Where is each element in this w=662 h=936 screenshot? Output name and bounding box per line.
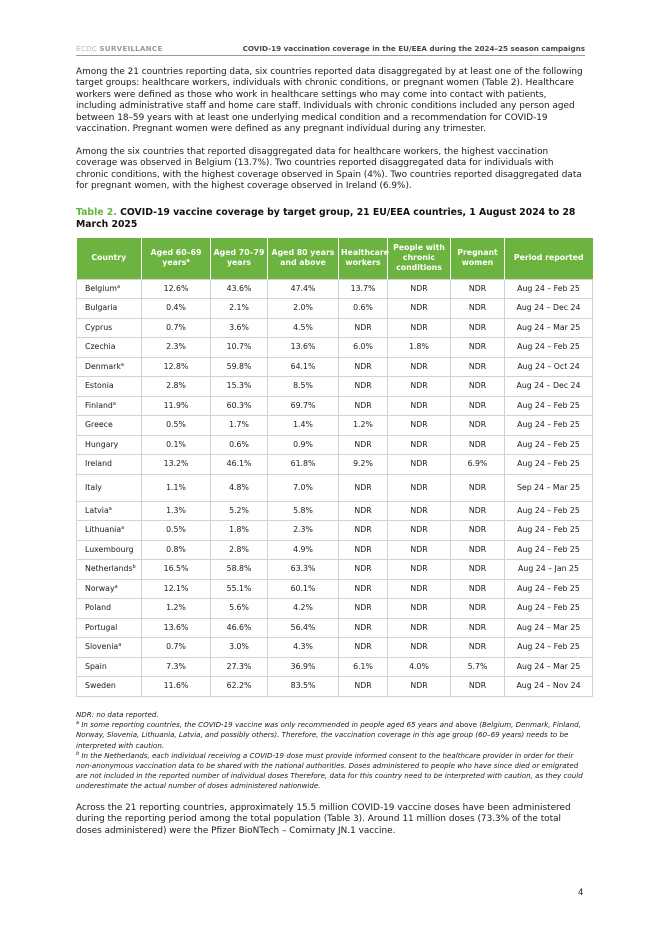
running-title: COVID-19 vaccination coverage in the EU/EEA during the 2024–25 season campaigns (242, 44, 585, 53)
coverage-cell: NDR (339, 377, 388, 397)
coverage-cell: NDR (339, 521, 388, 541)
table-row (77, 455, 593, 475)
table-row (77, 540, 593, 560)
coverage-cell: 5.7% (451, 657, 505, 677)
coverage-cell: NDR (451, 279, 505, 299)
coverage-cell: 83.5% (268, 677, 339, 697)
coverage-cell: 0.6% (339, 299, 388, 319)
coverage-cell: 1.2% (339, 416, 388, 436)
coverage-cell: NDR (451, 318, 505, 338)
period-cell: Aug 24 – Nov 24 (505, 677, 593, 697)
period-cell: Aug 24 – Feb 25 (505, 579, 593, 599)
table-row (77, 474, 593, 501)
period-cell: Aug 24 – Jan 25 (505, 560, 593, 580)
coverage-cell: NDR (388, 521, 451, 541)
coverage-cell: 36.9% (268, 657, 339, 677)
coverage-cell: 15.3% (211, 377, 268, 397)
period-cell: Aug 24 – Feb 25 (505, 521, 593, 541)
coverage-cell: 55.1% (211, 579, 268, 599)
country-cell: Estonia (77, 377, 142, 397)
table-row (77, 396, 593, 416)
period-cell: Aug 24 – Mar 25 (505, 618, 593, 638)
coverage-cell: NDR (388, 501, 451, 521)
coverage-cell: NDR (388, 638, 451, 658)
coverage-cell: 3.6% (211, 318, 268, 338)
coverage-cell: 1.8% (388, 338, 451, 358)
coverage-cell: NDR (451, 377, 505, 397)
country-cell: Lithuania$^a$ (77, 521, 142, 541)
table-row (77, 657, 593, 677)
coverage-cell: 56.4% (268, 618, 339, 638)
footnote-marker: a (112, 400, 116, 407)
coverage-cell: NDR (339, 357, 388, 377)
coverage-cell: 4.3% (268, 638, 339, 658)
period-cell: Aug 24 – Feb 25 (505, 416, 593, 436)
footnote-marker: a (114, 583, 118, 590)
period-cell: Aug 24 – Mar 25 (505, 657, 593, 677)
table-row (77, 279, 593, 299)
note-b: $^b$ In the Netherlands, each individual receiving a COVID-19 dose must provide informed consent to the healthcare provider in order for their non-anonymous vaccination data to be shared with the national authorities. Doses administered to people who have since died or emigrated are not included in the reported number of individual doses Therefore, data for this country need to be interpreted with caution, as they could underestimate the actual number of doses administered nationwide. (76, 750, 583, 791)
page-header (76, 44, 585, 56)
coverage-cell: 0.8% (142, 540, 211, 560)
table-row (77, 638, 593, 658)
coverage-cell: 4.9% (268, 540, 339, 560)
coverage-cell: 2.1% (211, 299, 268, 319)
coverage-cell: 2.8% (211, 540, 268, 560)
coverage-cell: 0.5% (142, 416, 211, 436)
coverage-cell: 12.8% (142, 357, 211, 377)
coverage-cell: NDR (388, 377, 451, 397)
coverage-cell: NDR (451, 396, 505, 416)
note-ndr: NDR: no data reported. (76, 710, 159, 719)
period-cell: Aug 24 – Feb 25 (505, 279, 593, 299)
coverage-cell: 0.9% (268, 435, 339, 455)
coverage-cell: 4.5% (268, 318, 339, 338)
footnote-marker: a (121, 525, 125, 532)
coverage-cell: NDR (451, 299, 505, 319)
coverage-cell: 13.7% (339, 279, 388, 299)
coverage-cell: NDR (451, 416, 505, 436)
coverage-cell: NDR (388, 599, 451, 619)
period-cell: Sep 24 – Mar 25 (505, 474, 593, 501)
coverage-cell: 27.3% (211, 657, 268, 677)
coverage-cell: 0.1% (142, 435, 211, 455)
period-cell: Aug 24 – Mar 25 (505, 318, 593, 338)
coverage-cell: 1.2% (142, 599, 211, 619)
footnote-marker: a (120, 361, 124, 368)
coverage-cell: NDR (388, 540, 451, 560)
coverage-cell: 1.8% (211, 521, 268, 541)
coverage-cell: 13.2% (142, 455, 211, 475)
coverage-cell: NDR (388, 560, 451, 580)
coverage-cell: 0.5% (142, 521, 211, 541)
coverage-cell: NDR (388, 357, 451, 377)
coverage-cell: NDR (451, 677, 505, 697)
coverage-cell: 6.0% (339, 338, 388, 358)
coverage-cell: NDR (388, 618, 451, 638)
coverage-cell: 5.8% (268, 501, 339, 521)
note-a: $^a$ In some reporting countries, the COVID-19 vaccine was only recommended in people aged 65 years and above (Belgium, Denmark, Finland, Norway, Slovenia, Lithuania, Latvia, and possibly others). Therefore, the vaccination coverage in this age group (60–69 years) needs to be interpreted with caution. (76, 720, 581, 750)
column-header: Country (77, 238, 142, 279)
coverage-cell: NDR (388, 318, 451, 338)
coverage-cell: NDR (451, 435, 505, 455)
coverage-cell: 61.8% (268, 455, 339, 475)
coverage-cell: NDR (339, 638, 388, 658)
coverage-cell: NDR (451, 338, 505, 358)
table-row (77, 579, 593, 599)
coverage-cell: NDR (388, 396, 451, 416)
coverage-cell: 63.3% (268, 560, 339, 580)
coverage-cell: 69.7% (268, 396, 339, 416)
column-header: Aged 60–69 years$^a$ (142, 238, 211, 279)
coverage-cell: NDR (339, 560, 388, 580)
table-row (77, 435, 593, 455)
coverage-cell: 59.8% (211, 357, 268, 377)
coverage-cell: 0.7% (142, 638, 211, 658)
country-cell: Denmark$^a$ (77, 357, 142, 377)
footnote-marker: a (118, 642, 122, 649)
country-cell: Portugal (77, 618, 142, 638)
table-row (77, 299, 593, 319)
table-row (77, 599, 593, 619)
coverage-cell: 1.7% (211, 416, 268, 436)
coverage-cell: 1.4% (268, 416, 339, 436)
footnote-marker: b (132, 564, 136, 571)
period-cell: Aug 24 – Oct 24 (505, 357, 593, 377)
period-cell: Aug 24 – Feb 25 (505, 501, 593, 521)
coverage-cell: 46.6% (211, 618, 268, 638)
column-header: Healthcare workers (339, 238, 388, 279)
coverage-cell: NDR (451, 474, 505, 501)
coverage-cell: NDR (339, 540, 388, 560)
findings-paragraph: Among the six countries that reported disaggregated data for healthcare workers, the highest vaccination coverage was observed in Belgium (13.7%). Two countries reported disaggregated data for individuals with chronic conditions, with the highest coverage observed in Spain (4%). Two countries reported disaggregated data for pregnant women, with the highest coverage observed in Ireland (6.9%). (76, 147, 582, 192)
coverage-cell: 12.6% (142, 279, 211, 299)
coverage-cell: 64.1% (268, 357, 339, 377)
column-header: Pregnant women (451, 238, 505, 279)
period-cell: Aug 24 – Dec 24 (505, 377, 593, 397)
doses-paragraph: Across the 21 reporting countries, approximately 15.5 million COVID-19 vaccine doses have been administered during the reporting period among the total population (Table 3). Around 11 million doses (73.3% of the total doses administered) were the Pfizer BioNTech – Comirnaty JN.1 vaccine. (76, 803, 571, 836)
coverage-cell: NDR (451, 579, 505, 599)
coverage-cell: 4.8% (211, 474, 268, 501)
coverage-cell: 46.1% (211, 455, 268, 475)
table-row (77, 357, 593, 377)
coverage-cell: NDR (388, 677, 451, 697)
coverage-cell: 2.0% (268, 299, 339, 319)
coverage-cell: 47.4% (268, 279, 339, 299)
country-cell: Bulgaria (77, 299, 142, 319)
coverage-cell: NDR (451, 599, 505, 619)
coverage-cell: 16.5% (142, 560, 211, 580)
country-cell: Cyprus (77, 318, 142, 338)
coverage-cell: 0.4% (142, 299, 211, 319)
country-cell: Spain (77, 657, 142, 677)
coverage-cell: 2.3% (142, 338, 211, 358)
coverage-cell: 62.2% (211, 677, 268, 697)
coverage-cell: NDR (339, 579, 388, 599)
country-cell: Latvia$^a$ (77, 501, 142, 521)
coverage-cell: NDR (339, 318, 388, 338)
coverage-cell: NDR (388, 279, 451, 299)
coverage-cell: 60.1% (268, 579, 339, 599)
column-header: Period reported (505, 238, 593, 279)
country-cell: Slovenia$^a$ (77, 638, 142, 658)
coverage-cell: 58.8% (211, 560, 268, 580)
coverage-cell: 7.0% (268, 474, 339, 501)
coverage-cell: NDR (451, 560, 505, 580)
coverage-cell: NDR (388, 579, 451, 599)
period-cell: Aug 24 – Feb 25 (505, 540, 593, 560)
coverage-cell: 0.6% (211, 435, 268, 455)
country-cell: Poland (77, 599, 142, 619)
coverage-cell: NDR (339, 396, 388, 416)
footnote-marker: a (186, 258, 190, 265)
period-cell: Aug 24 – Feb 25 (505, 338, 593, 358)
coverage-cell: NDR (451, 521, 505, 541)
coverage-cell: NDR (388, 299, 451, 319)
table-row (77, 560, 593, 580)
coverage-cell: 2.8% (142, 377, 211, 397)
coverage-cell: 10.7% (211, 338, 268, 358)
coverage-cell: 3.0% (211, 638, 268, 658)
footnote-marker: a (116, 283, 121, 290)
coverage-cell: NDR (451, 618, 505, 638)
table-caption-text: COVID-19 vaccine coverage by target group, 21 EU/EEA countries, 1 August 2024 to 28 March 2025 (76, 207, 576, 230)
coverage-cell: 1.1% (142, 474, 211, 501)
coverage-cell: NDR (339, 599, 388, 619)
column-header: Aged 80 years and above (268, 238, 339, 279)
country-cell: Sweden (77, 677, 142, 697)
coverage-cell: 11.9% (142, 396, 211, 416)
table-row (77, 501, 593, 521)
coverage-cell: 0.7% (142, 318, 211, 338)
coverage-cell: NDR (339, 677, 388, 697)
country-cell: Finland$^a$ (77, 396, 142, 416)
country-cell: Norway$^a$ (77, 579, 142, 599)
table-notes (76, 710, 588, 792)
coverage-cell: 13.6% (268, 338, 339, 358)
column-header: Aged 70–79 years (211, 238, 268, 279)
coverage-cell: 8.5% (268, 377, 339, 397)
coverage-cell: 1.3% (142, 501, 211, 521)
coverage-cell: NDR (339, 501, 388, 521)
column-header: People with chronic conditions (388, 238, 451, 279)
period-cell: Aug 24 – Feb 25 (505, 455, 593, 475)
table-row (77, 618, 593, 638)
coverage-cell: NDR (388, 474, 451, 501)
coverage-cell: NDR (451, 638, 505, 658)
country-cell: Luxembourg (77, 540, 142, 560)
coverage-cell: 6.1% (339, 657, 388, 677)
coverage-cell: 43.6% (211, 279, 268, 299)
period-cell: Aug 24 – Feb 25 (505, 396, 593, 416)
country-cell: Czechia (77, 338, 142, 358)
table-row (77, 416, 593, 436)
coverage-cell: 2.3% (268, 521, 339, 541)
period-cell: Aug 24 – Dec 24 (505, 299, 593, 319)
country-cell: Hungary (77, 435, 142, 455)
table-header-row (77, 238, 593, 279)
period-cell: Aug 24 – Feb 25 (505, 435, 593, 455)
coverage-cell: NDR (339, 435, 388, 455)
country-cell: Belgium$^a$ (77, 279, 142, 299)
footnote-marker: a (108, 505, 112, 512)
coverage-cell: 13.6% (142, 618, 211, 638)
table-row (77, 521, 593, 541)
country-cell: Netherlands$^b$ (77, 560, 142, 580)
period-cell: Aug 24 – Feb 25 (505, 638, 593, 658)
coverage-cell: 4.2% (268, 599, 339, 619)
coverage-cell: 60.3% (211, 396, 268, 416)
coverage-cell: NDR (451, 540, 505, 560)
table-row (77, 677, 593, 697)
brand-label: ECDC SURVEILLANCE (76, 44, 163, 53)
intro-paragraph: Among the 21 countries reporting data, six countries reported data disaggregated by at least one of the following target groups: healthcare workers, individuals with chronic conditions, or pregnant women (Table 2). Healthcare workers were defined as those who work in healthcare settings who may come into contact with patients, including administrative staff and home care staff. Individuals with chronic conditions included any person aged between 18–59 years with at least one underlying medical condition and a recommendation for COVID-19 vaccination. Pregnant women were defined as any pregnant individual during any trimester. (76, 67, 583, 135)
coverage-cell: NDR (388, 455, 451, 475)
coverage-cell: NDR (339, 474, 388, 501)
table-caption (76, 207, 586, 230)
country-cell: Ireland (77, 455, 142, 475)
coverage-cell: 4.0% (388, 657, 451, 677)
coverage-cell: 9.2% (339, 455, 388, 475)
coverage-cell: 12.1% (142, 579, 211, 599)
coverage-table (76, 238, 593, 697)
table-row (77, 377, 593, 397)
coverage-cell: 11.6% (142, 677, 211, 697)
coverage-cell: 7.3% (142, 657, 211, 677)
coverage-cell: NDR (339, 618, 388, 638)
coverage-cell: 5.6% (211, 599, 268, 619)
country-cell: Greece (77, 416, 142, 436)
coverage-cell: NDR (388, 435, 451, 455)
table-caption-label: Table 2. (76, 207, 117, 218)
page-number: 4 (578, 888, 584, 898)
coverage-cell: NDR (451, 357, 505, 377)
coverage-cell: 5.2% (211, 501, 268, 521)
table-row (77, 338, 593, 358)
table-row (77, 318, 593, 338)
country-cell: Italy (77, 474, 142, 501)
coverage-cell: 6.9% (451, 455, 505, 475)
coverage-cell: NDR (388, 416, 451, 436)
coverage-cell: NDR (451, 501, 505, 521)
period-cell: Aug 24 – Feb 25 (505, 599, 593, 619)
